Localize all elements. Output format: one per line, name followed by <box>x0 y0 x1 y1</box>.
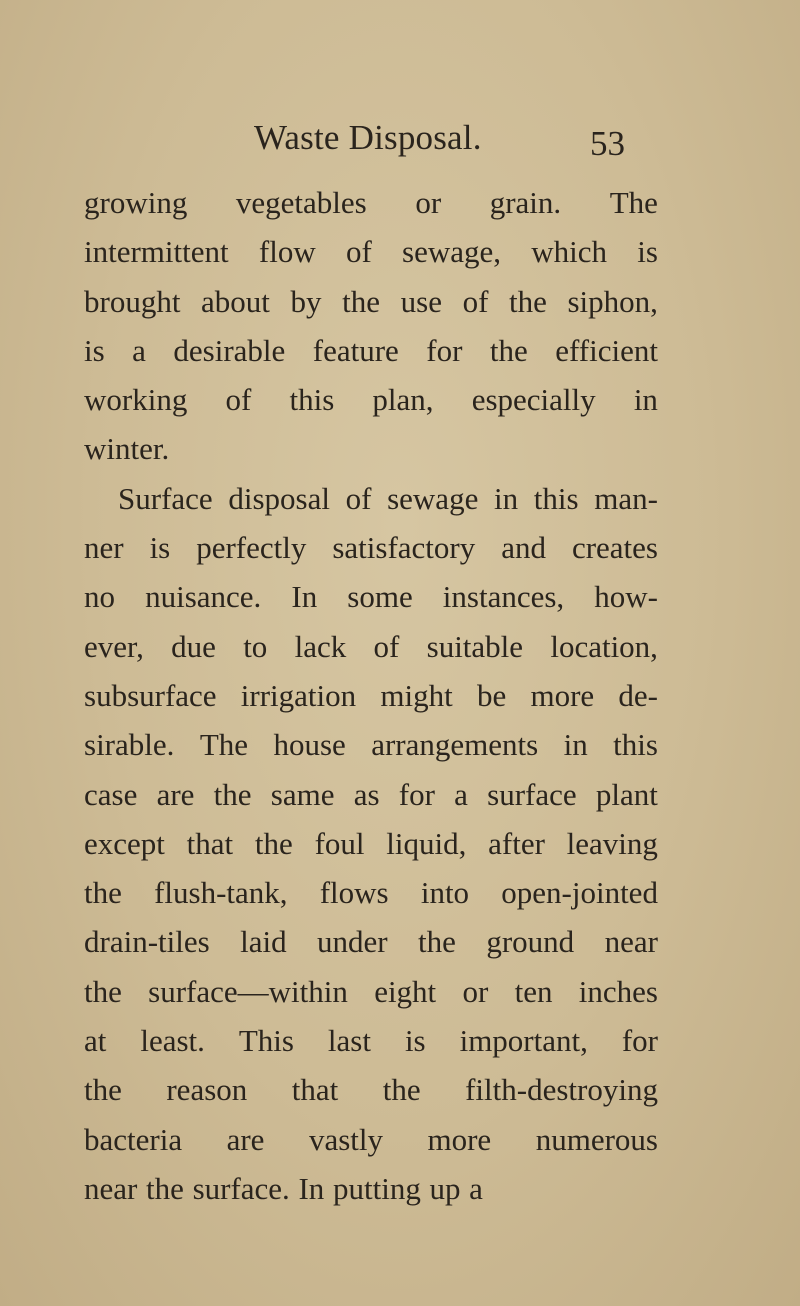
word: after <box>488 825 545 861</box>
word: The <box>609 185 658 220</box>
word: be <box>476 677 507 713</box>
word: desirable <box>173 332 286 368</box>
text-line <box>84 523 658 572</box>
word: no <box>84 579 115 615</box>
word: which <box>531 234 608 270</box>
word: winter. <box>84 431 170 467</box>
word: of <box>373 628 400 664</box>
word: sirable. <box>84 727 175 763</box>
word: or <box>415 185 442 220</box>
word: siphon, <box>567 283 658 319</box>
word: reason <box>166 1072 248 1108</box>
word: brought <box>84 283 181 319</box>
word: the <box>84 1072 122 1108</box>
word: this <box>613 727 658 763</box>
word: arrangements <box>371 727 539 763</box>
word: more <box>530 677 595 713</box>
word: due <box>171 628 216 664</box>
text-line <box>84 1065 658 1114</box>
word: a <box>454 776 468 812</box>
word: this <box>533 480 579 516</box>
word: In <box>298 1170 325 1206</box>
word: and <box>501 530 546 566</box>
word: in <box>633 382 658 418</box>
word: disposal <box>228 480 330 516</box>
word: especially <box>471 382 596 418</box>
word: bacteria <box>84 1121 183 1157</box>
word: near <box>604 924 658 960</box>
word: the <box>84 875 122 911</box>
word: plant <box>595 776 658 812</box>
word: to <box>243 628 268 664</box>
text-line <box>84 671 658 720</box>
word: near <box>84 1170 138 1206</box>
word: plan, <box>372 382 434 418</box>
word: case <box>84 776 138 812</box>
word: drain-tiles <box>84 924 210 960</box>
word: foul <box>314 825 365 861</box>
word: In <box>291 579 318 615</box>
text-line <box>84 967 658 1016</box>
word: the <box>213 776 252 812</box>
word: The <box>199 727 249 763</box>
text-line <box>84 277 658 326</box>
word: for <box>621 1023 658 1059</box>
text-line <box>84 770 658 819</box>
word: last <box>327 1023 371 1059</box>
word: leaving <box>566 825 658 861</box>
word: use <box>400 283 442 319</box>
word: of <box>462 283 489 319</box>
word: of <box>345 480 372 516</box>
word: are <box>156 776 195 812</box>
word: lack <box>294 628 347 664</box>
word: of <box>225 382 252 418</box>
word: the <box>382 1072 421 1108</box>
word: sewage <box>387 480 479 516</box>
word: the <box>254 825 293 861</box>
word: the <box>509 283 547 319</box>
text-line <box>84 868 658 917</box>
word: that <box>291 1072 339 1108</box>
word: for <box>398 776 435 812</box>
word: the <box>84 973 122 1009</box>
word: is <box>84 332 105 368</box>
word: ground <box>486 924 575 960</box>
word: the <box>342 283 381 319</box>
word: liquid, <box>386 825 467 861</box>
text-line <box>84 917 658 966</box>
word: eight <box>374 973 437 1009</box>
word: nuisance. <box>145 579 262 615</box>
text-line <box>84 819 658 868</box>
word: how- <box>594 579 658 615</box>
word: perfectly <box>196 530 307 566</box>
text-line <box>84 326 658 375</box>
word: as <box>353 776 380 812</box>
word: might <box>380 677 453 713</box>
word: same <box>270 776 335 812</box>
word: important, <box>459 1023 588 1059</box>
word: the <box>146 1170 184 1206</box>
text-line <box>84 622 658 671</box>
word: sewage, <box>402 234 502 270</box>
text-line <box>84 1115 658 1164</box>
word: least. <box>140 1023 205 1059</box>
word: suitable <box>426 628 524 664</box>
word: under <box>317 924 388 960</box>
word: growing <box>84 185 188 220</box>
word: working <box>84 382 188 418</box>
word: putting <box>332 1170 421 1206</box>
word: This <box>238 1023 294 1059</box>
word: by <box>290 283 322 319</box>
word: that <box>186 825 234 861</box>
word: surface. <box>192 1170 290 1206</box>
word: the <box>418 924 456 960</box>
word: Surface <box>118 480 213 516</box>
word: filth-destroying <box>465 1072 658 1108</box>
word: is <box>149 530 171 566</box>
word: more <box>427 1121 492 1157</box>
word: the <box>489 332 528 368</box>
body-text <box>84 178 658 1213</box>
word: surface <box>487 776 577 812</box>
word: in <box>493 480 519 516</box>
word: inches <box>578 973 658 1009</box>
word: of <box>345 234 372 270</box>
word: open-jointed <box>501 875 658 911</box>
word: are <box>226 1121 265 1157</box>
word: a <box>132 332 146 368</box>
word: is <box>404 1023 426 1059</box>
text-line <box>84 375 658 424</box>
running-head-title: Waste Disposal. <box>254 118 482 157</box>
word: laid <box>240 924 287 960</box>
word: ten <box>514 973 553 1009</box>
text-line <box>84 178 658 227</box>
word: feature <box>312 332 399 368</box>
word: into <box>420 875 470 911</box>
word: except <box>84 825 165 861</box>
running-head <box>0 114 800 164</box>
page-number: 53 <box>590 124 625 163</box>
word: some <box>347 579 413 615</box>
word: this <box>289 382 335 418</box>
word: flows <box>319 875 389 911</box>
word: ever, <box>84 628 144 664</box>
word: at <box>84 1023 107 1059</box>
word: man- <box>594 480 658 516</box>
word: a <box>469 1170 483 1206</box>
text-line <box>84 424 658 473</box>
word: vegetables <box>235 185 367 220</box>
word: flush-tank, <box>154 875 288 911</box>
word: vastly <box>308 1121 383 1157</box>
word: subsurface <box>84 677 217 713</box>
word: for <box>426 332 463 368</box>
word: flow <box>258 234 316 270</box>
word: instances, <box>442 579 565 615</box>
text-line <box>84 1016 658 1065</box>
word: irrigation <box>240 677 357 713</box>
word: house <box>273 727 346 763</box>
word: or <box>462 973 489 1009</box>
text-line <box>84 1164 658 1213</box>
word: efficient <box>555 332 658 368</box>
word: de- <box>618 677 658 713</box>
word: intermittent <box>84 234 229 270</box>
text-line <box>84 572 658 621</box>
text-line <box>84 720 658 769</box>
word: about <box>201 283 270 319</box>
text-line <box>84 474 658 523</box>
word: up <box>429 1170 461 1206</box>
word: grain. <box>489 185 562 220</box>
word: surface—within <box>148 973 348 1009</box>
word: ner <box>84 530 124 566</box>
word: location, <box>550 628 658 664</box>
word: creates <box>571 530 658 566</box>
word: is <box>637 234 658 270</box>
word: in <box>563 727 588 763</box>
text-line <box>84 227 658 276</box>
word: numerous <box>535 1121 658 1157</box>
word: satisfactory <box>332 530 476 566</box>
